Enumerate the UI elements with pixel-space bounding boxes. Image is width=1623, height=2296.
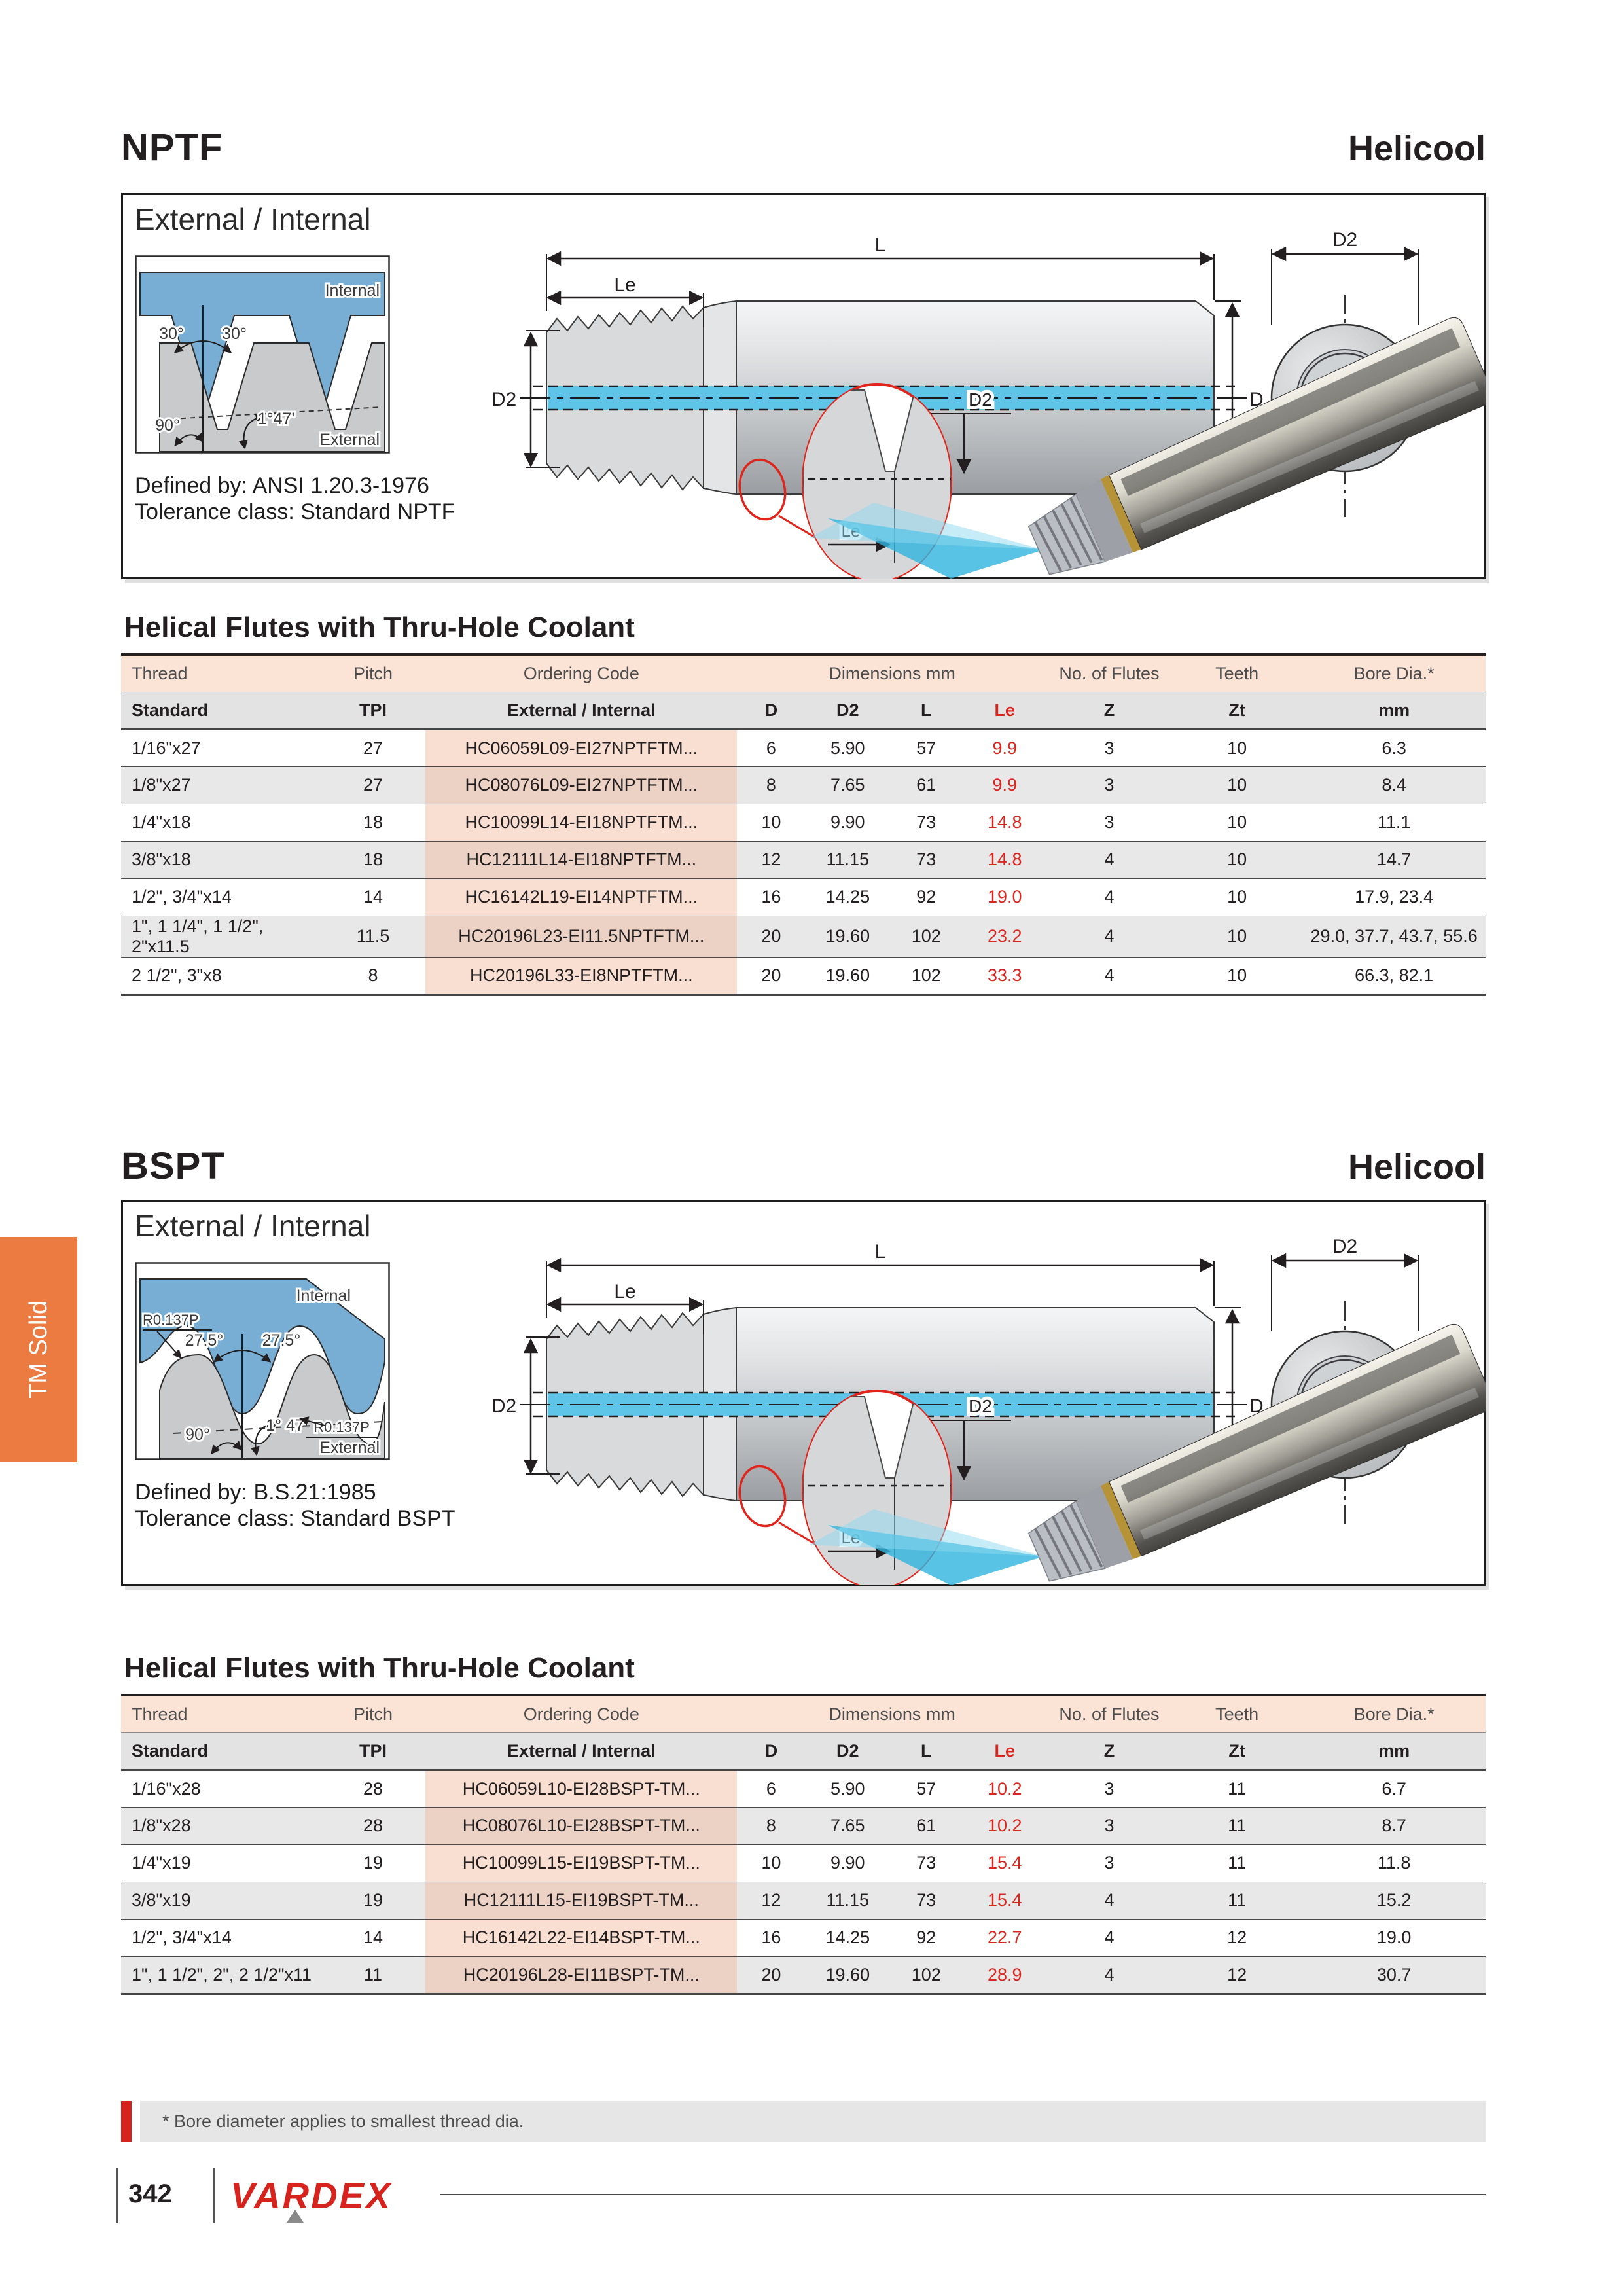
table-row: 1/2", 3/4"x14 14 HC16142L19-EI14NPTFTM... 16 14.25 92 19.0 4 10 17.9, 23.4 [121, 878, 1486, 916]
footer-divider [116, 2168, 118, 2223]
nptf-title: NPTF [121, 126, 223, 169]
angle-right-label: 30° [222, 325, 247, 343]
nptf-table-title: Helical Flutes with Thru-Hole Coolant [124, 611, 635, 643]
dim-D-label: D [1249, 1395, 1264, 1417]
dim-D2-left-label: D2 [491, 389, 517, 410]
angle-left-label: 30° [159, 325, 184, 343]
taper-angle-label: 1°47' [257, 410, 295, 428]
dim-L-label: L [874, 234, 886, 256]
dim-Le-label: Le [614, 1281, 636, 1302]
taper-angle-label: 1° 47' [266, 1416, 308, 1435]
internal-label: Internal [325, 281, 380, 300]
footnote-accent-bar [121, 2101, 132, 2142]
bspt-diagram-box [121, 1200, 1486, 1586]
side-tab-tm-solid [0, 1237, 77, 1462]
bspt-thread-profile-diagram [135, 1262, 390, 1460]
bspt-table-title: Helical Flutes with Thru-Hole Coolant [124, 1652, 635, 1684]
bspt-spec-table [121, 1694, 1486, 1995]
side-tab-label: TM Solid [24, 1300, 52, 1399]
defined-by-text: Defined by: ANSI 1.20.3-1976 [135, 473, 429, 498]
bspt-tool-drawing [370, 1203, 1486, 1585]
nptf-family-title: Helicool [1347, 129, 1486, 168]
dim-D2-end-label: D2 [1332, 1236, 1358, 1257]
footer-divider [213, 2168, 215, 2223]
bspt-title: BSPT [121, 1145, 225, 1187]
dim-D2-detail-label: D2 [969, 1396, 992, 1416]
angle-right-label: 27.5° [262, 1331, 301, 1350]
dim-D2-detail-label: D2 [969, 389, 992, 410]
table-row: 3/8"x19 19 HC12111L15-EI19BSPT-TM... 12 11.15 73 15.4 4 11 15.2 [121, 1882, 1486, 1919]
table-row: 1/4"x19 19 HC10099L15-EI19BSPT-TM... 10 9.90 73 15.4 3 11 11.8 [121, 1844, 1486, 1882]
table-row: 2 1/2", 3"x8 8 HC20196L33-EI8NPTFTM... 20 19.60 102 33.3 4 10 66.3, 82.1 [121, 957, 1486, 994]
angle-bottom-label: 90° [155, 416, 180, 435]
table-row: 3/8"x18 18 HC12111L14-EI18NPTFTM... 12 11.15 73 14.8 4 10 14.7 [121, 841, 1486, 878]
tolerance-class-text: Tolerance class: Standard BSPT [135, 1506, 455, 1531]
vardex-logo-triangle [287, 2210, 304, 2223]
tolerance-class-text: Tolerance class: Standard NPTF [135, 499, 455, 524]
group-header-row: Thread Pitch Ordering Code Dimensions mm No. of Flutes Teeth Bore Dia.* [121, 655, 1486, 692]
bspt-box-title: External / Internal [135, 1209, 371, 1243]
table-row: 1/4"x18 18 HC10099L14-EI18NPTFTM... 10 9.90 73 14.8 3 10 11.1 [121, 804, 1486, 841]
page-number: 342 [128, 2179, 172, 2208]
defined-by-text: Defined by: B.S.21:1985 [135, 1480, 376, 1505]
table-row: 1/16"x27 27 HC06059L09-EI27NPTFTM... 6 5.90 57 9.9 3 10 6.3 [121, 729, 1486, 766]
sub-header-row: Standard TPI External / Internal D D2 L Le Z Zt mm [121, 692, 1486, 729]
nptf-box-title: External / Internal [135, 202, 371, 236]
table-row: 1", 1 1/2", 2", 2 1/2"x11 11 HC20196L28-EI11BSPT-TM... 20 19.60 102 28.9 4 12 30.7 [121, 1956, 1486, 1994]
external-label: External [319, 431, 380, 449]
dim-D-label: D [1249, 389, 1264, 410]
nptf-thread-profile-diagram [135, 255, 390, 454]
angle-bottom-label: 90° [185, 1426, 210, 1444]
internal-label: Internal [296, 1287, 351, 1305]
bspt-family-title: Helicool [1347, 1147, 1486, 1187]
sub-header-row: Standard TPI External / Internal D D2 L Le Z Zt mm [121, 1732, 1486, 1770]
table-row: 1", 1 1/4", 1 1/2", 2"x11.5 11.5 HC20196L23-EI11.5NPTFTM... 20 19.60 102 23.2 4 10 29.0, 37.7, 43.7, 55.6 [121, 916, 1486, 957]
radius-bottom-label: R0.137P [313, 1419, 370, 1435]
nptf-tool-drawing [370, 196, 1486, 579]
nptf-spec-table [121, 653, 1486, 996]
dim-D2-left-label: D2 [491, 1395, 517, 1417]
table-row: 1/8"x28 28 HC08076L10-EI28BSPT-TM... 8 7.65 61 10.2 3 11 8.7 [121, 1807, 1486, 1844]
external-label: External [319, 1439, 380, 1457]
footnote-bar [140, 2101, 1486, 2142]
dim-D2-end-label: D2 [1332, 229, 1358, 251]
footer-rule [440, 2194, 1486, 2195]
footnote-text: * Bore diameter applies to smallest thread dia. [162, 2111, 524, 2131]
table-row: 1/2", 3/4"x14 14 HC16142L22-EI14BSPT-TM... 16 14.25 92 22.7 4 12 19.0 [121, 1919, 1486, 1956]
dim-Le-label: Le [614, 274, 636, 296]
dim-L-label: L [874, 1241, 886, 1263]
nptf-diagram-box [121, 193, 1486, 579]
angle-left-label: 27.5° [185, 1331, 224, 1350]
group-header-row: Thread Pitch Ordering Code Dimensions mm No. of Flutes Teeth Bore Dia.* [121, 1695, 1486, 1732]
table-row: 1/16"x28 28 HC06059L10-EI28BSPT-TM... 6 5.90 57 10.2 3 11 6.7 [121, 1770, 1486, 1807]
radius-top-label: R0.137P [143, 1312, 199, 1328]
table-row: 1/8"x27 27 HC08076L09-EI27NPTFTM... 8 7.65 61 9.9 3 10 8.4 [121, 766, 1486, 804]
vardex-logo: VARDEX [230, 2175, 393, 2216]
